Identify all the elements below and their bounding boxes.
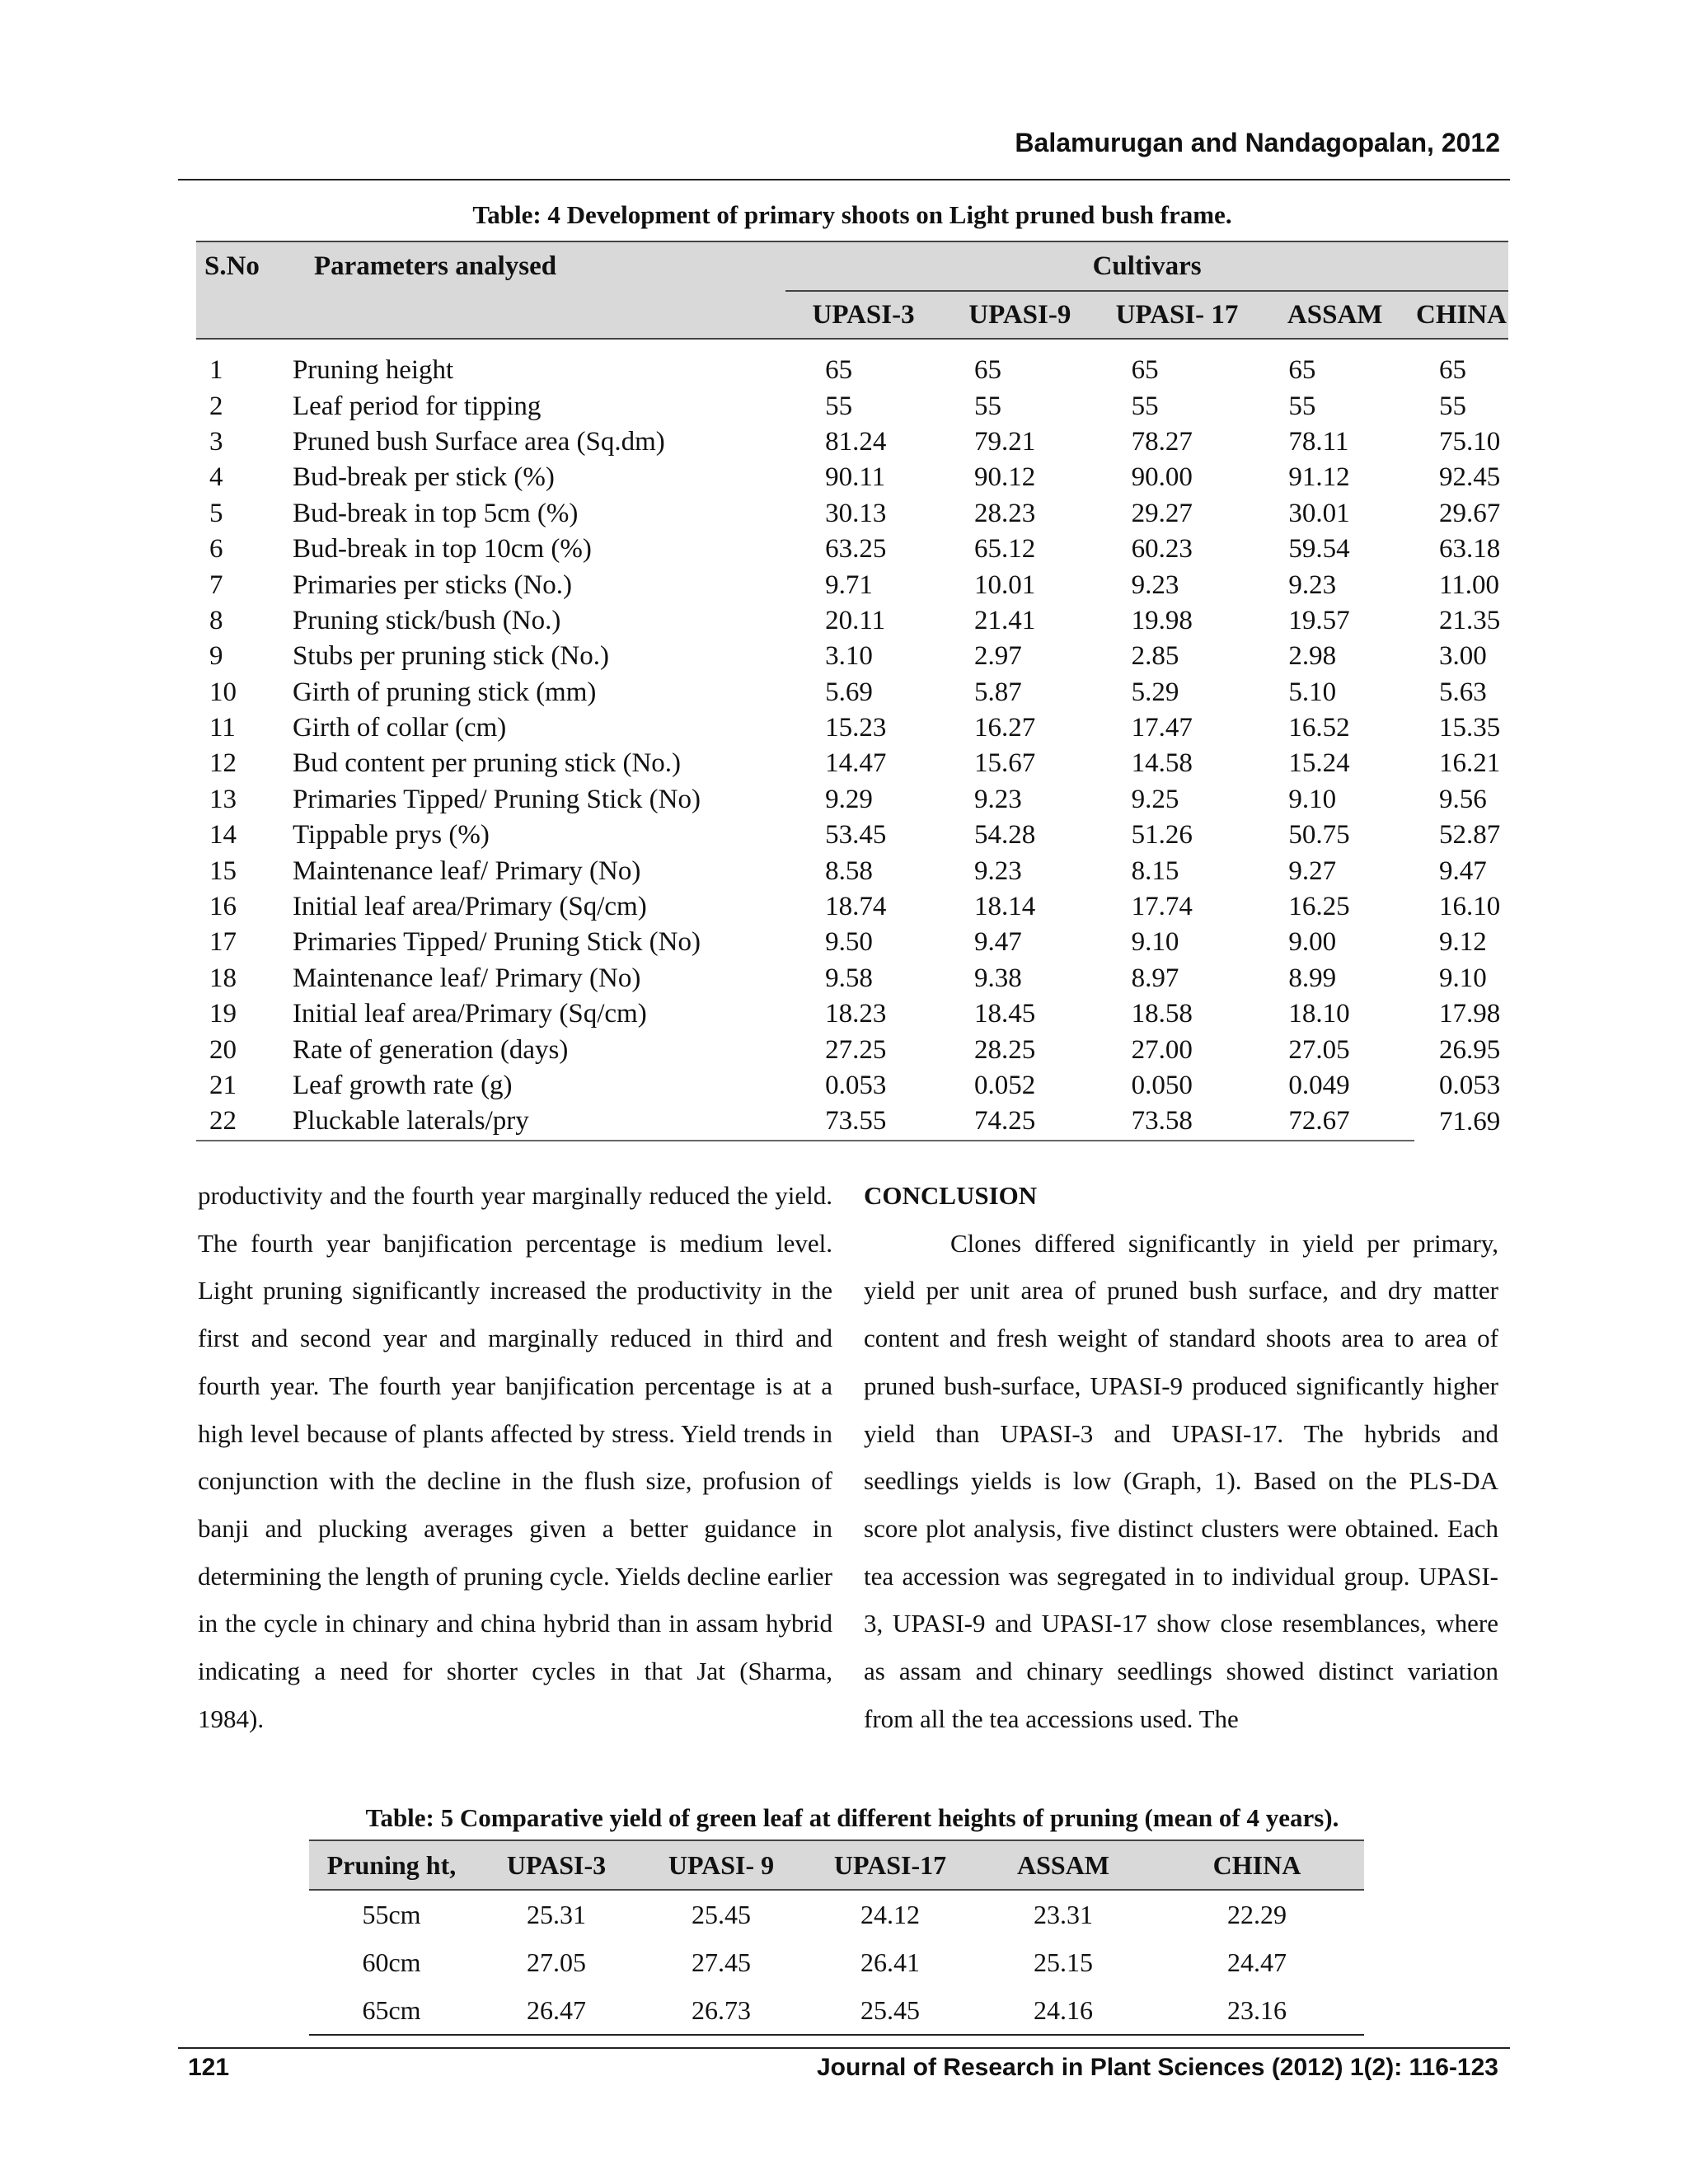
row-number: 2	[209, 391, 223, 421]
table-row	[196, 675, 1508, 710]
cell-value: 18.58	[1131, 999, 1193, 1029]
cell-value: 90.12	[974, 462, 1036, 493]
cell-value: 73.58	[1099, 1104, 1256, 1140]
yield-cell: 24.47	[1227, 1947, 1287, 1977]
table-row	[196, 1104, 1508, 1140]
cell-value: 21.41	[974, 605, 1036, 635]
cell-value: 9.56	[1439, 784, 1487, 814]
cell-value: 8.99	[1288, 963, 1337, 993]
parameter-name: Pruned bush Surface area (Sq.dm)	[292, 426, 665, 457]
cell-value: 15.23	[825, 713, 887, 743]
cell-value: 5.69	[825, 677, 873, 707]
cell-value: 73.55	[785, 1104, 941, 1140]
cell-value: 16.10	[1439, 892, 1501, 922]
cell-value: 18.10	[1288, 999, 1350, 1029]
cell-value: 5.87	[974, 677, 1022, 707]
cell-value: 18.14	[974, 892, 1036, 922]
parameter-name: Primaries Tipped/ Pruning Stick (No)	[292, 784, 701, 814]
cell-value: 9.10	[1131, 927, 1179, 958]
cell-value: 9.27	[1288, 855, 1337, 886]
parameter-name: Rate of generation (days)	[292, 1034, 569, 1065]
row-number: 18	[209, 963, 237, 993]
yield-cell: 26.47	[474, 1986, 639, 2035]
cell-value: 27.05	[1288, 1034, 1350, 1065]
cell-value: 5.10	[1288, 677, 1337, 707]
header-blank	[196, 291, 260, 339]
cell-value: 81.24	[825, 426, 887, 457]
cell-value: 27.25	[825, 1034, 887, 1065]
running-header-authors: Balamurugan and Nandagopalan, 2012	[1015, 128, 1500, 157]
parameter-name: Bud-break in top 10cm (%)	[292, 534, 592, 565]
cultivar-header: ASSAM	[1255, 291, 1414, 339]
row-number: 16	[209, 892, 237, 922]
conclusion-section	[864, 1172, 1498, 1742]
cell-value: 16.25	[1288, 892, 1350, 922]
table-row	[196, 1068, 1508, 1104]
cultivar-header: UPASI-9	[941, 291, 1099, 339]
pruning-height-cell: 65cm	[309, 1986, 474, 2035]
cultivar-header: UPASI-3	[785, 291, 941, 339]
cell-value: 78.27	[1131, 426, 1193, 457]
conclusion-heading: CONCLUSION	[864, 1181, 1038, 1210]
parameter-name: Bud-break per stick (%)	[292, 462, 555, 493]
cell-value: 71.69	[1439, 1106, 1501, 1137]
cell-value: 17.47	[1131, 713, 1193, 743]
row-number: 15	[209, 855, 237, 886]
cell-value: 0.049	[1288, 1071, 1350, 1100]
cell-value: 55	[1288, 391, 1316, 421]
row-number: 14	[209, 820, 237, 851]
t5-header: UPASI-3	[474, 1840, 639, 1890]
cell-value: 16.21	[1439, 748, 1501, 779]
table-row	[196, 567, 1508, 602]
cell-value: 30.01	[1288, 498, 1350, 528]
cell-value: 27.00	[1131, 1034, 1193, 1065]
yield-cell: 23.31	[1034, 1899, 1093, 1929]
cultivar-header: UPASI- 17	[1099, 291, 1256, 339]
row-number: 1	[209, 355, 223, 386]
table-row	[196, 818, 1508, 853]
cell-value: 16.52	[1288, 713, 1350, 743]
t5-header: UPASI- 9	[639, 1840, 804, 1890]
cell-value: 9.58	[825, 963, 873, 993]
table-row	[196, 388, 1508, 424]
yield-cell: 26.41	[860, 1947, 920, 1977]
cell-value: 3.00	[1439, 641, 1487, 672]
cell-value: 0.053	[1439, 1071, 1501, 1100]
parameter-name: Leaf period for tipping	[292, 391, 542, 421]
cell-value: 15.24	[1288, 748, 1350, 779]
cell-value: 9.10	[1439, 963, 1487, 993]
row-number: 9	[209, 641, 223, 672]
cell-value: 63.18	[1439, 534, 1501, 565]
cell-value: 0.053	[825, 1071, 887, 1100]
body-text-left	[198, 1172, 832, 1742]
cell-value: 50.75	[1288, 820, 1350, 851]
row-number: 4	[209, 462, 223, 493]
cell-value: 29.67	[1439, 498, 1501, 528]
cell-value: 51.26	[1131, 820, 1193, 851]
parameter-name: Leaf growth rate (g)	[292, 1071, 513, 1100]
cell-value: 8.15	[1131, 855, 1179, 886]
cell-value: 14.58	[1131, 748, 1193, 779]
cell-value: 18.74	[825, 892, 887, 922]
table-row	[309, 1890, 1364, 1938]
cell-value: 15.35	[1439, 713, 1501, 743]
cell-value: 79.21	[974, 426, 1036, 457]
cell-value: 9.00	[1288, 927, 1337, 958]
cell-value: 2.98	[1288, 641, 1337, 672]
parameter-name: Pruning stick/bush (No.)	[292, 605, 561, 635]
page-number: 121	[188, 2054, 230, 2081]
cell-value: 19.57	[1288, 605, 1350, 635]
table-row	[196, 782, 1508, 818]
row-number: 7	[209, 569, 223, 600]
col-param-header: Parameters analysed	[260, 241, 785, 291]
cell-value: 9.23	[1288, 569, 1337, 600]
table-row	[196, 746, 1508, 781]
cell-value: 65.12	[974, 534, 1036, 565]
cell-value: 11.00	[1439, 569, 1500, 600]
cell-value: 78.11	[1288, 426, 1349, 457]
cell-value: 65	[1131, 355, 1159, 386]
table-row	[196, 532, 1508, 567]
cell-value: 60.23	[1131, 534, 1193, 565]
cell-value: 65	[1288, 355, 1316, 386]
paragraph: productivity and the fourth year marginally reduced the yield. The fourth year banjification percentage is medium level. Light pruning significantly increased the productivity in the first and second year and marginally reduced in third and fourth year. The fourth year banjification percentage is at a high level because of plants affected by stress. Yield trends in conjunction with the decline in the flush size, profusion of banji and plucking averages given a better guidance in determining the length of pruning cycle. Yields decline earlier in the cycle in chinary and china hybrid than in assam hybrid indicating a need for shorter cycles in that Jat (Sharma, 1984).	[198, 1181, 832, 1733]
cell-value: 17.74	[1131, 892, 1193, 922]
t5-header: Pruning ht,	[309, 1840, 474, 1890]
yield-cell: 24.16	[977, 1986, 1150, 2035]
row-number: 5	[209, 498, 223, 528]
yield-cell: 26.73	[639, 1986, 804, 2035]
pruning-height-cell: 60cm	[362, 1947, 421, 1977]
parameter-name: Pruning height	[292, 355, 454, 386]
cell-value: 72.67	[1255, 1104, 1414, 1140]
table-row	[196, 353, 1508, 388]
cell-value: 19.98	[1131, 605, 1193, 635]
cell-value: 90.11	[825, 462, 886, 493]
cell-value: 10.01	[974, 569, 1036, 600]
cell-value: 30.13	[825, 498, 887, 528]
cell-value: 9.38	[974, 963, 1022, 993]
table-row	[196, 424, 1508, 460]
cell-value: 2.85	[1131, 641, 1179, 672]
cell-value: 5.63	[1439, 677, 1487, 707]
cell-value: 9.12	[1439, 927, 1487, 958]
row-number: 3	[209, 426, 223, 457]
cell-value: 65	[825, 355, 853, 386]
row-number: 10	[209, 677, 237, 707]
cell-value: 65	[1439, 355, 1467, 386]
parameter-name: Girth of pruning stick (mm)	[292, 677, 597, 707]
cell-value: 0.050	[1131, 1071, 1193, 1100]
cell-value: 54.28	[974, 820, 1036, 851]
header-rule	[178, 179, 1510, 180]
yield-cell: 25.45	[804, 1986, 977, 2035]
pruning-height-cell: 55cm	[362, 1899, 421, 1929]
table-row	[196, 961, 1508, 996]
cell-value: 20.11	[825, 605, 886, 635]
cell-value: 91.12	[1288, 462, 1350, 493]
cell-value: 17.98	[1439, 999, 1501, 1029]
cell-value: 55	[974, 391, 1001, 421]
cell-value: 5.29	[1131, 677, 1179, 707]
table-row	[196, 1032, 1508, 1067]
table-row	[196, 996, 1508, 1032]
cell-value: 55	[825, 391, 853, 421]
cell-value: 55	[1439, 391, 1467, 421]
parameter-name: Primaries Tipped/ Pruning Stick (No)	[292, 927, 701, 958]
cell-value: 59.54	[1288, 534, 1350, 565]
table-row	[196, 460, 1508, 495]
cell-value: 2.97	[974, 641, 1022, 672]
cell-value: 65	[974, 355, 1001, 386]
table-row	[196, 853, 1508, 888]
journal-citation: Journal of Research in Plant Sciences (2012) 1(2): 116-123	[816, 2054, 1498, 2081]
cell-value: 18.45	[974, 999, 1036, 1029]
table4	[196, 241, 1508, 1141]
cell-value: 75.10	[1439, 426, 1501, 457]
cell-value: 92.45	[1439, 462, 1501, 493]
cell-value: 9.71	[825, 569, 873, 600]
row-number: 6	[209, 534, 223, 565]
cell-value: 63.25	[825, 534, 887, 565]
cell-value: 9.23	[974, 784, 1022, 814]
cell-value: 8.97	[1131, 963, 1179, 993]
cell-value: 52.87	[1439, 820, 1501, 851]
cell-value: 0.052	[974, 1071, 1036, 1100]
parameter-name: Primaries per sticks (No.)	[292, 569, 573, 600]
cell-value: 29.27	[1131, 498, 1193, 528]
row-number: 21	[209, 1071, 237, 1100]
row-number: 8	[209, 605, 223, 635]
table-row	[309, 1986, 1364, 2035]
cell-value: 90.00	[1131, 462, 1193, 493]
cell-value: 21.35	[1439, 605, 1501, 635]
table-row	[196, 889, 1508, 925]
table5	[309, 1840, 1364, 2036]
cultivars-group-header: Cultivars	[785, 241, 1508, 291]
yield-cell: 25.15	[1034, 1947, 1093, 1977]
row-number: 17	[209, 927, 237, 958]
parameter-name: Initial leaf area/Primary (Sq/cm)	[292, 999, 647, 1029]
cell-value: 74.25	[941, 1104, 1099, 1140]
cell-value: 18.23	[825, 999, 887, 1029]
t5-header: CHINA	[1150, 1840, 1364, 1890]
yield-cell: 25.45	[692, 1899, 751, 1929]
parameter-name: Initial leaf area/Primary (Sq/cm)	[292, 892, 647, 922]
parameter-name: Bud-break in top 5cm (%)	[292, 498, 579, 528]
table-row	[196, 639, 1508, 674]
cell-value: 53.45	[825, 820, 887, 851]
yield-cell: 23.16	[1150, 1986, 1364, 2035]
cell-value: 3.10	[825, 641, 873, 672]
t5-header: ASSAM	[977, 1840, 1150, 1890]
row-number: 11	[209, 713, 236, 743]
row-number: 19	[209, 999, 237, 1029]
cell-value: 55	[1131, 391, 1159, 421]
yield-cell: 24.12	[860, 1899, 920, 1929]
footer-rule	[178, 2047, 1510, 2049]
cell-value: 15.67	[974, 748, 1036, 779]
row-number: 12	[209, 748, 237, 779]
col-sno-header: S.No	[196, 241, 260, 291]
cell-value: 8.58	[825, 855, 873, 886]
table-row	[196, 710, 1508, 746]
cell-value: 9.25	[1131, 784, 1179, 814]
row-number: 20	[209, 1034, 237, 1065]
table-row	[196, 496, 1508, 532]
cell-value: 9.10	[1288, 784, 1337, 814]
parameter-name: Stubs per pruning stick (No.)	[292, 641, 609, 672]
parameter-name: Pluckable laterals/pry	[260, 1104, 785, 1140]
row-number: 22	[196, 1104, 260, 1140]
parameter-name: Girth of collar (cm)	[292, 713, 507, 743]
header-blank	[260, 291, 785, 339]
cell-value: 16.27	[974, 713, 1036, 743]
cell-value: 9.47	[1439, 855, 1487, 886]
table5-caption: Table: 5 Comparative yield of green leaf at different heights of pruning (mean of 4 years).	[365, 1803, 1339, 1832]
cell-value: 9.29	[825, 784, 873, 814]
table-row	[196, 603, 1508, 639]
conclusion-paragraph: Clones differed significantly in yield per primary, yield per unit area of pruned bush surface, and dry matter content and fresh weight of standard shoots area to area of pruned bush-surface, UPASI-9 produced significantly higher yield than UPASI-3 and UPASI-17. The hybrids and seedlings yields is low (Graph, 1). Based on the PLS-DA score plot analysis, five distinct clusters were obtained. Each tea accession was segregated in to individual group. UPASI-3, UPASI-9 and UPASI-17 show close resemblances, where as assam and chinary seedlings showed distinct variation from all the tea accessions used. The	[864, 1228, 1498, 1733]
parameter-name: Bud content per pruning stick (No.)	[292, 748, 682, 779]
row-number: 13	[209, 784, 237, 814]
cell-value: 14.47	[825, 748, 887, 779]
table4-caption: Table: 4 Development of primary shoots on Light pruned bush frame.	[472, 200, 1232, 229]
cultivar-header: CHINA	[1414, 291, 1508, 339]
yield-cell: 27.45	[692, 1947, 751, 1977]
table-row	[196, 925, 1508, 960]
yield-cell: 27.05	[527, 1947, 586, 1977]
cell-value: 9.23	[1131, 569, 1179, 600]
cell-value: 9.47	[974, 927, 1022, 958]
parameter-name: Maintenance leaf/ Primary (No)	[292, 855, 641, 886]
yield-cell: 25.31	[527, 1899, 586, 1929]
cell-value: 28.23	[974, 498, 1036, 528]
cell-value: 28.25	[974, 1034, 1036, 1065]
table-row	[309, 1938, 1364, 1986]
cell-value: 9.23	[974, 855, 1022, 886]
cell-value: 9.50	[825, 927, 873, 958]
t5-header: UPASI-17	[804, 1840, 977, 1890]
parameter-name: Maintenance leaf/ Primary (No)	[292, 963, 641, 993]
parameter-name: Tippable prys (%)	[292, 820, 490, 851]
cell-value: 26.95	[1439, 1034, 1501, 1065]
yield-cell: 22.29	[1227, 1899, 1287, 1929]
